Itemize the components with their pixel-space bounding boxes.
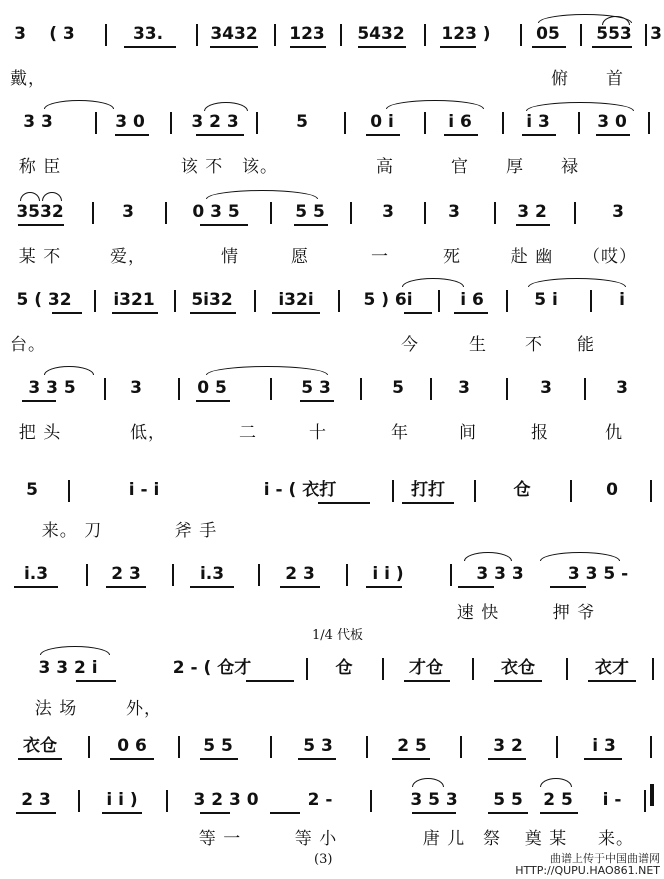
underline-beat [200,812,230,814]
note-group: 5 [392,378,404,398]
barline [570,480,572,502]
barline [95,112,97,134]
barline [270,736,272,758]
underline-beat [106,586,146,588]
underline-beat [200,224,248,226]
barline [274,24,276,46]
underline-beat [196,134,244,136]
barline [340,24,342,46]
note-group: 0 [606,480,618,500]
note-group: i i ) [372,564,404,584]
slur [386,100,484,109]
underline-beat [270,812,300,814]
note-group: 0 i [370,112,394,132]
lyric: 该 不 [180,157,224,177]
note-group: 3 3 3 [476,564,524,584]
barline [338,290,340,312]
barline [346,564,348,586]
barline [650,480,652,502]
underline-beat [584,758,622,760]
underline-beat [454,312,488,314]
note-group: 0 3 5 [192,202,240,222]
note-group: i 3 [526,112,550,132]
note-group: 打打 [411,480,445,500]
underline-beat [588,680,636,682]
barline [68,480,70,502]
underline-beat [200,758,238,760]
barline [474,480,476,502]
lyric: 情 [221,247,239,267]
barline [344,112,346,134]
underline-beat [366,134,400,136]
underline-beat [110,758,154,760]
underline-beat [488,758,526,760]
note-group: 3 3 5 [28,378,76,398]
barline [644,790,646,812]
underline-beat [18,224,64,226]
lyric: 斧 手 [174,521,218,541]
underline-beat [115,134,149,136]
barline [178,378,180,400]
lyric: 厚 [506,157,524,177]
note-group: 3 [612,202,624,222]
barline [648,112,650,134]
lyric: 祭 [483,829,501,849]
barline [645,24,647,46]
note-group: 2 3 [285,564,315,584]
underline-beat [522,134,556,136]
note-group: 5 ) 6i [363,290,413,310]
slur [602,16,630,25]
footer-line-2: HTTP://QUPU.HAO861.NET [515,863,660,877]
note-group: 3 2 3 0 [193,790,259,810]
slur [464,552,512,561]
note-group: 3 2 3 [191,112,239,132]
note-group: 2 - ( 仓才 [172,658,252,678]
underline-beat [18,758,62,760]
barline [424,24,426,46]
barline [258,564,260,586]
slur [540,552,620,561]
note-group: 123 [289,24,325,44]
barline [254,290,256,312]
lyric: 外， [126,699,162,719]
note-group: 5i32 [191,290,233,310]
note-group: 3 3 5 - [567,564,629,584]
note-group: 553 [596,24,632,44]
underline-beat [300,400,334,402]
underline-beat [272,312,320,314]
note-group: 2 - [307,790,333,810]
note-group: 5432 [357,24,405,44]
note-group: 33. [132,24,164,44]
underline-beat [210,46,258,48]
underline-beat [190,586,234,588]
note-group: 3 5 3 [410,790,458,810]
barline [270,378,272,400]
underline-beat [124,46,176,48]
lyric: 间 [459,423,477,443]
underline-beat [596,134,630,136]
underline-beat [246,680,294,682]
barline [590,290,592,312]
barline [574,202,576,224]
lyric: 速 快 [456,603,500,623]
note-group: i 6 [448,112,472,132]
barline [652,658,654,680]
note-group: 5 ( 32 [16,290,72,310]
note-group: 衣仓 [23,736,57,756]
note-group: 3532 [16,202,64,222]
underline-beat [294,224,328,226]
note-group: 3 2 [493,736,523,756]
slur [20,192,40,201]
barline [306,658,308,680]
note-group: 5 3 [303,736,333,756]
note-group: i - ( 衣打 [263,480,337,500]
barline [650,736,652,758]
note-group: 3 2 [517,202,547,222]
lyric: 能 [577,335,595,355]
tempo-marking: 1/4 代板 [312,628,364,643]
lyric: 官 [451,157,469,177]
lyric: 奠 某 [524,829,568,849]
underline-beat [76,680,116,682]
slur [204,102,248,111]
barline [580,24,582,46]
underline-beat [494,680,542,682]
barline [92,202,94,224]
note-group: i.3 [199,564,225,584]
lyric: 高 [376,157,394,177]
underline-beat [404,312,432,314]
note-group: 123 ) [441,24,491,44]
underline-beat [290,46,326,48]
barline [172,564,174,586]
note-group: i.3 [23,564,49,584]
lyric: 台。 [10,335,46,355]
barline [86,564,88,586]
underline-beat [102,812,142,814]
lyric: 法 场 [34,699,78,719]
barline [430,378,432,400]
note-group: 3 [650,24,662,44]
underline-beat [280,586,320,588]
underline-beat [392,758,430,760]
lyric: 戴， [10,69,46,89]
final-barline [650,784,654,806]
underline-beat [22,400,56,402]
barline [94,290,96,312]
lyric: 报 [531,423,549,443]
slur [42,192,62,201]
note-group: 仓 [513,480,531,500]
barline [360,378,362,400]
barline [196,24,198,46]
underline-beat [52,312,82,314]
note-group: i 6 [460,290,484,310]
note-group: 3 [382,202,394,222]
note-group: 5 5 [203,736,233,756]
lyric: 等 小 [294,829,338,849]
lyric: 今 [401,335,419,355]
lyric: 一 [371,247,389,267]
underline-beat [112,312,158,314]
underline-beat [366,586,402,588]
lyric: 该。 [242,157,278,177]
barline [472,658,474,680]
underline-beat [444,134,478,136]
note-group: 5 i [534,290,558,310]
lyric: 低， [130,423,166,443]
barline [166,790,168,812]
note-group: 3 [448,202,460,222]
slur [412,778,444,787]
barline [178,736,180,758]
note-group: i 3 [592,736,616,756]
lyric: 爱， [110,247,146,267]
lyric: 二 [239,423,257,443]
note-group: 3 3 [23,112,53,132]
note-group: 3 [14,24,26,44]
slur [206,190,318,199]
barline [578,112,580,134]
note-group: i32i [278,290,314,310]
lyric: 俯 [551,69,569,89]
note-group: i - i [128,480,160,500]
barline [174,290,176,312]
barline [165,202,167,224]
barline [350,202,352,224]
barline [584,378,586,400]
underline-beat [298,758,336,760]
lyric: 唐 儿 [422,829,466,849]
barline [460,736,462,758]
barline [366,736,368,758]
barline [270,202,272,224]
note-group: 05 [536,24,560,44]
note-group: 3 [458,378,470,398]
lyric: 称 臣 [18,157,62,177]
barline [170,112,172,134]
underline-beat [516,224,550,226]
note-group: i i ) [106,790,138,810]
underline-beat [488,812,528,814]
barline [502,112,504,134]
lyric: 某 不 [18,247,62,267]
underline-beat [532,46,566,48]
lyric: 来。 刀 [41,521,103,541]
note-group: 仓 [335,658,353,678]
slur [206,366,328,375]
underline-beat [540,812,578,814]
note-group: 0 5 [197,378,227,398]
underline-beat [402,502,454,504]
underline-beat [458,586,494,588]
footer-watermark [515,853,660,877]
barline [506,378,508,400]
barline [392,480,394,502]
barline [382,658,384,680]
note-group: 2 3 [111,564,141,584]
note-group: 5 [26,480,38,500]
barline [494,202,496,224]
slur [526,102,634,111]
slur [540,778,572,787]
barline [506,290,508,312]
note-group: 3 0 [597,112,627,132]
page-number: (3) [314,852,333,867]
lyric: 不 [525,335,543,355]
lyric: 赴 幽 [510,247,554,267]
barline [256,112,258,134]
lyric: 等 一 [198,829,242,849]
underline-beat [14,586,58,588]
barline [78,790,80,812]
slur [402,278,464,287]
underline-beat [190,312,236,314]
underline-beat [440,46,476,48]
barline [104,378,106,400]
lyric: 仇 [605,423,623,443]
note-group: 3 3 2 i [38,658,98,678]
lyric: 押 爷 [552,603,596,623]
barline [556,736,558,758]
note-group: 3 [540,378,552,398]
barline [450,564,452,586]
barline [370,790,372,812]
footer-line-1: 曲谱上传于中国曲谱网 [550,851,660,865]
note-group: 3 [130,378,142,398]
underline-beat [16,812,56,814]
note-group: 3432 [210,24,258,44]
lyric: 十 [309,423,327,443]
barline [424,112,426,134]
underline-beat [404,680,450,682]
barline [88,736,90,758]
note-group: 才仓 [409,658,443,678]
note-group: ( 3 [49,24,75,44]
note-group: 衣仓 [501,658,535,678]
underline-beat [318,502,370,504]
lyric: 死 [443,247,461,267]
lyric: 来。 [598,829,634,849]
note-group: 2 5 [397,736,427,756]
note-group: i321 [113,290,155,310]
lyric: 首 [606,69,624,89]
slur [44,366,94,375]
underline-beat [196,400,230,402]
note-group: 5 5 [295,202,325,222]
note-group: 2 5 [543,790,573,810]
lyric: 禄 [561,157,579,177]
note-group: 3 [122,202,134,222]
lyric: 把 头 [18,423,62,443]
barline [566,658,568,680]
lyric: 生 [469,335,487,355]
slur [40,646,110,655]
barline [520,24,522,46]
note-group: 0 6 [117,736,147,756]
underline-beat [550,586,586,588]
slur [528,278,626,287]
note-group: 2 3 [21,790,51,810]
underline-beat [358,46,406,48]
lyric: 年 [391,423,409,443]
note-group: i [619,290,625,310]
slur [44,100,114,109]
note-group: 5 3 [301,378,331,398]
lyric: （哎） [583,247,637,267]
note-group: 衣才 [595,658,629,678]
barline [438,290,440,312]
underline-beat [592,46,632,48]
lyric: 愿 [291,247,309,267]
barline [105,24,107,46]
note-group: 5 5 [493,790,523,810]
barline [424,202,426,224]
note-group: 3 0 [115,112,145,132]
note-group: 5 [296,112,308,132]
underline-beat [412,812,456,814]
note-group: i - [602,790,622,810]
note-group: 3 [616,378,628,398]
